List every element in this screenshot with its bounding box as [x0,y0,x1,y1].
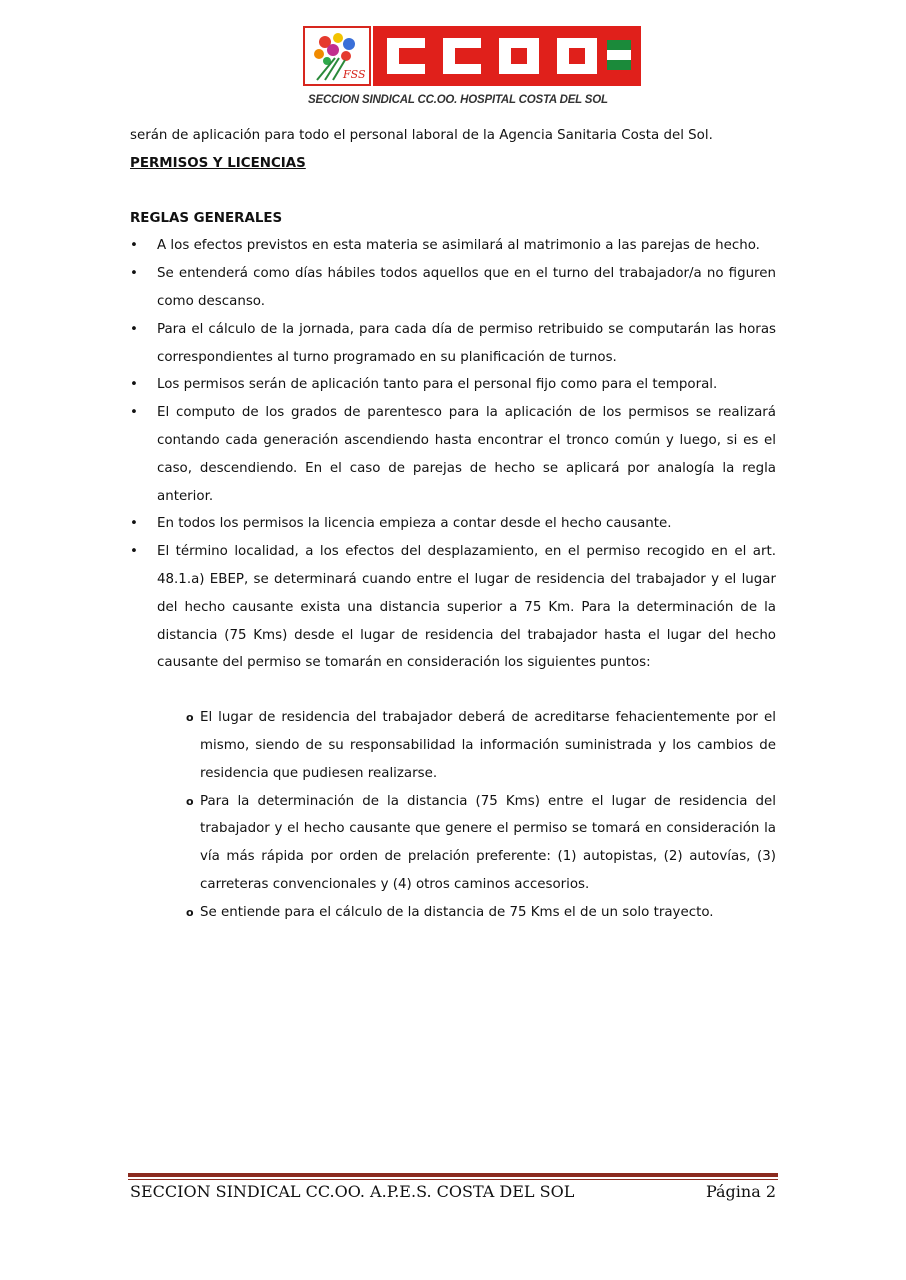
sub-list-item: o Se entiende para el cálculo de la distancia de 75 Kms el de un solo trayecto. [186,899,776,927]
list-item: • En todos los permisos la licencia empieza a contar desde el hecho causante. [130,510,776,538]
document-body [130,122,776,927]
list-item: • A los efectos previstos en esta materia se asimilará al matrimonio a las parejas de hecho. [130,232,776,260]
sub-bullet-marker: o [186,711,194,725]
footer-rule [128,1173,778,1177]
page-number: Página 2 [705,1182,776,1201]
flower-emblem-icon [303,26,371,86]
list-item: • El computo de los grados de parentesco para la aplicación de los permisos se realizará contando cada generación ascendiendo hasta encontrar el tronco común y luego, si es el caso, descendiendo. En el caso de parejas de hecho se aplicará por analogía la regla anterior. [130,399,776,510]
logo-ccoo-block [373,26,641,86]
svg-text:FSS: FSS [343,68,366,81]
subsection-title: REGLAS GENERALES [130,210,283,226]
sub-list-item: o Para la determinación de la distancia (75 Kms) entre el lugar de residencia del trabajador y el hecho causante que genere el permiso se tomará en consideración la vía más rápida por orden de prelación preferente: (1) autopistas, (2) autovías, (3) carreteras convencionales y (4) otros caminos accesorios. [186,788,776,899]
header-subtitle: SECCION SINDICAL CC.OO. HOSPITAL COSTA DEL SOL [308,94,608,106]
list-item: • Para el cálculo de la jornada, para cada día de permiso retribuido se computarán las horas correspondientes al turno programado en su planificación de turnos. [130,316,776,372]
general-rules-list [130,232,776,677]
sub-bullet-marker: o [186,905,194,919]
sub-bullet-marker: o [186,794,194,808]
distance-rules-list [130,704,776,926]
intro-paragraph: serán de aplicación para todo el personal laboral de la Agencia Sanitaria Costa del Sol. [130,128,713,143]
footer-rule-thin [128,1179,778,1180]
list-item: • Se entenderá como días hábiles todos aquellos que en el turno del trabajador/a no figuren como descanso. [130,260,776,316]
list-item: • Los permisos serán de aplicación tanto para el personal fijo como para el temporal. [130,371,776,399]
list-item: • El término localidad, a los efectos del desplazamiento, en el permiso recogido en el art. 48.1.a) EBEP, se determinará cuando entre el lugar de residencia del trabajador y el lugar del hecho causante exista una distancia superior a 75 Km. Para la determinación de la distancia (75 Kms) desde el lugar de residencia del trabajador hasta el lugar del hecho causante del permiso se tomarán en consideración los siguientes puntos: [130,538,776,677]
sub-list-item: o El lugar de residencia del trabajador deberá de acreditarse fehacientemente por el mismo, siendo de su responsabilidad la información suministrada y los cambios de residencia que pudiesen realizarse. [186,704,776,787]
union-logo [303,26,641,86]
section-title: PERMISOS Y LICENCIAS [130,155,306,171]
footer-organization: SECCION SINDICAL CC.OO. A.P.E.S. COSTA DEL SOL [130,1182,575,1201]
